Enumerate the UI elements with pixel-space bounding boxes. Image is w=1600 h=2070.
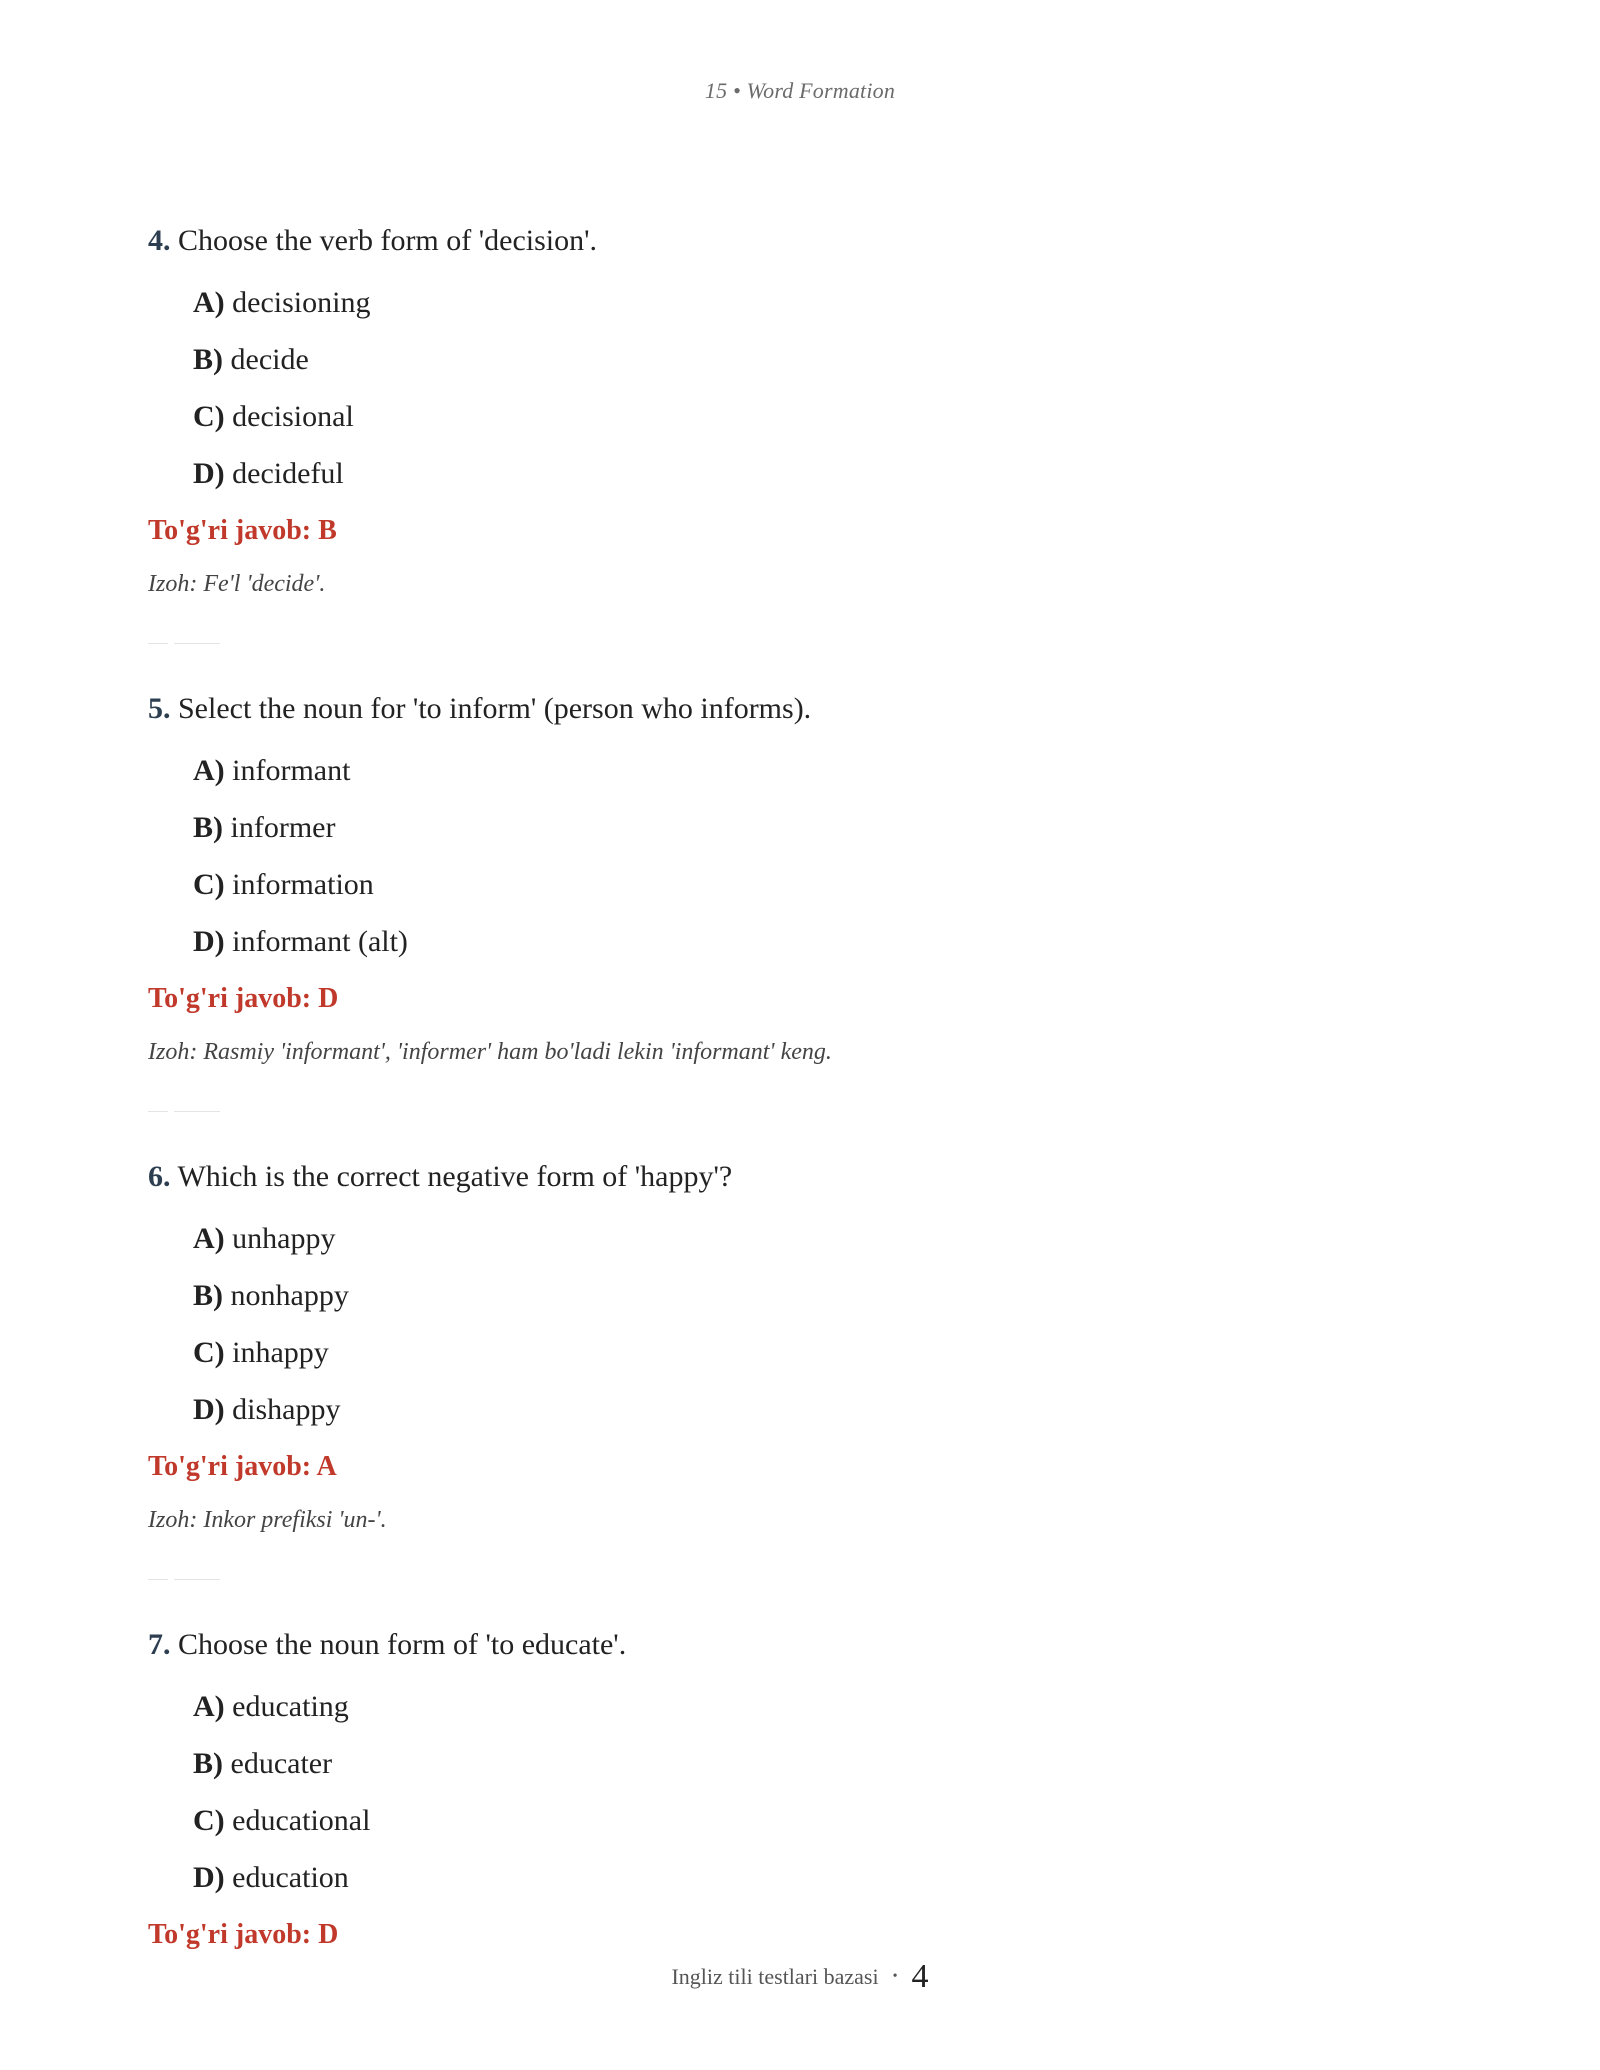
option-text: educater <box>230 1747 333 1780</box>
option-letter: C) <box>193 1804 225 1837</box>
option-text: information <box>232 868 374 901</box>
question-divider <box>148 1579 220 1580</box>
option-text: decisional <box>232 400 354 433</box>
page-number: 4 <box>911 1958 929 1995</box>
book-title: Ingliz tili testlari bazasi <box>671 1964 879 1989</box>
explanation: Izoh: Fe'l 'decide'. <box>148 571 326 597</box>
question-number: 6. <box>148 1160 171 1193</box>
option-text: informer <box>230 811 336 844</box>
option-b <box>193 1267 1448 1324</box>
question-stem <box>148 1620 1448 1670</box>
question-text: Which is the correct negative form of 'happy'? <box>177 1160 733 1193</box>
option-d <box>193 1849 1448 1906</box>
option-letter: A) <box>193 1222 225 1255</box>
option-b <box>193 1735 1448 1792</box>
option-letter: C) <box>193 1336 225 1369</box>
option-letter: A) <box>193 754 225 787</box>
explanation: Izoh: Inkor prefiksi 'un-'. <box>148 1507 387 1533</box>
question-stem <box>148 684 1448 734</box>
option-text: inhappy <box>232 1336 329 1369</box>
option-text: unhappy <box>232 1222 336 1255</box>
correct-answer: To'g'ri javob: D <box>148 1919 339 1950</box>
option-letter: B) <box>193 1279 223 1312</box>
option-text: informant <box>232 754 351 787</box>
option-c <box>193 388 1448 445</box>
question-number: 5. <box>148 692 171 725</box>
footer-separator: • <box>892 1969 898 1984</box>
question-list <box>148 216 1448 1963</box>
question-text: Choose the noun form of 'to educate'. <box>178 1628 627 1661</box>
option-text: decisioning <box>232 286 371 319</box>
option-b <box>193 799 1448 856</box>
option-text: decide <box>230 343 309 376</box>
page-footer <box>0 1958 1600 1996</box>
option-a <box>193 1210 1448 1267</box>
explanation: Izoh: Rasmiy 'informant', 'informer' ham bo'ladi lekin 'informant' keng. <box>148 1039 832 1065</box>
question-number: 4. <box>148 224 171 257</box>
option-letter: D) <box>193 1393 225 1426</box>
question-7 <box>148 1620 1448 1963</box>
correct-answer: To'g'ri javob: B <box>148 515 337 546</box>
option-a <box>193 742 1448 799</box>
question-number: 7. <box>148 1628 171 1661</box>
question-stem <box>148 216 1448 266</box>
correct-answer: To'g'ri javob: D <box>148 983 339 1014</box>
correct-answer: To'g'ri javob: A <box>148 1451 337 1482</box>
running-head: 15 • Word Formation <box>704 78 896 103</box>
question-4 <box>148 216 1448 609</box>
question-text: Select the noun for 'to inform' (person who informs). <box>178 692 812 725</box>
option-text: educational <box>232 1804 371 1837</box>
option-text: educating <box>232 1690 349 1723</box>
question-5 <box>148 684 1448 1077</box>
question-text: Choose the verb form of 'decision'. <box>178 224 598 257</box>
option-letter: A) <box>193 286 225 319</box>
option-d <box>193 1381 1448 1438</box>
option-letter: D) <box>193 925 225 958</box>
option-text: education <box>232 1861 349 1894</box>
option-letter: D) <box>193 1861 225 1894</box>
question-stem <box>148 1152 1448 1202</box>
option-text: nonhappy <box>230 1279 349 1312</box>
option-a <box>193 1678 1448 1735</box>
option-letter: B) <box>193 1747 223 1780</box>
option-a <box>193 274 1448 331</box>
question-divider <box>148 1111 220 1112</box>
option-letter: C) <box>193 400 225 433</box>
option-letter: A) <box>193 1690 225 1723</box>
option-text: dishappy <box>232 1393 341 1426</box>
question-divider <box>148 643 220 644</box>
option-text: decideful <box>232 457 344 490</box>
question-6 <box>148 1152 1448 1545</box>
option-d <box>193 445 1448 502</box>
option-d <box>193 913 1448 970</box>
option-c <box>193 1792 1448 1849</box>
option-c <box>193 856 1448 913</box>
option-letter: C) <box>193 868 225 901</box>
option-letter: D) <box>193 457 225 490</box>
option-b <box>193 331 1448 388</box>
option-c <box>193 1324 1448 1381</box>
option-letter: B) <box>193 811 223 844</box>
option-text: informant (alt) <box>232 925 408 958</box>
option-letter: B) <box>193 343 223 376</box>
